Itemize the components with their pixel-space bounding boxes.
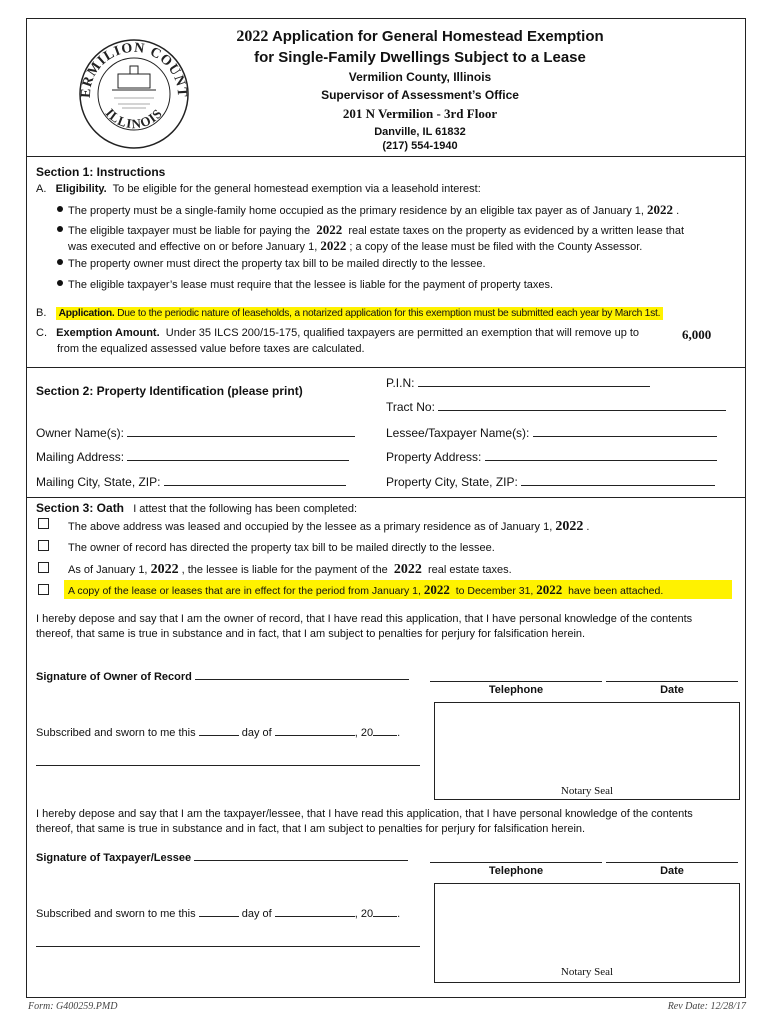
owner-name-field[interactable] — [36, 426, 355, 440]
bullet-icon — [57, 226, 63, 232]
oath-item-4-text-c: have been attached. — [568, 585, 664, 597]
header-divider — [26, 156, 746, 157]
office-address: 201 N Vermilion - 3rd Floor — [342, 106, 498, 121]
property-city-label: Property City, State, ZIP: — [386, 475, 518, 489]
bullet-icon — [57, 280, 63, 286]
lessee-sworn-month-input[interactable] — [275, 906, 355, 917]
oath-item-4-text-b: to December 31, — [455, 585, 534, 597]
bullet-1: The property must be a single-family home occupied as the primary residence by an eligible tax payer as of January 1, 2022 . — [57, 202, 679, 218]
exemption-line — [36, 327, 639, 339]
seal-bottom-text: ILLINOIS — [102, 105, 166, 132]
owner-sworn-day-input[interactable] — [199, 725, 239, 736]
county-seal — [78, 38, 190, 150]
owner-name-label: Owner Name(s): — [36, 426, 125, 440]
mailing-city-input[interactable] — [164, 475, 346, 486]
bullet-2 — [57, 222, 684, 238]
bullet-4-text: The eligible taxpayer’s lease must require that the lessee is liable for the payment of property taxes. — [68, 279, 554, 291]
owner-sworn-text-b: day of — [241, 727, 272, 739]
lessee-telephone-label: Telephone — [488, 865, 544, 877]
oath-item-3-text-a: As of January 1, — [68, 564, 148, 576]
property-city-field[interactable] — [386, 475, 715, 489]
section1-heading: Section 1: Instructions — [36, 165, 166, 179]
lessee-signature-field[interactable] — [36, 850, 408, 864]
owner-sworn-text-a: Subscribed and sworn to me this — [36, 727, 196, 739]
tract-label: Tract No: — [386, 400, 435, 414]
title-text: Application for General Homestead Exemption — [271, 28, 604, 45]
b-letter: B. — [36, 307, 47, 319]
oath-item-3-text-b: , the lessee is liable for the payment of the — [181, 564, 388, 576]
bullet-1-year: 2022 — [647, 202, 674, 217]
oath-item-1-year: 2022 — [555, 519, 584, 534]
eligibility-text: To be eligible for the general homestead exemption via a leasehold interest: — [112, 183, 481, 195]
lessee-sworn-line: Subscribed and sworn to me this day of , 20 . — [36, 908, 401, 920]
section3-header — [36, 501, 357, 515]
oath-checkbox-3[interactable] — [38, 562, 49, 573]
owner-notary-seal-label: Notary Seal — [560, 785, 614, 797]
mailing-address-label: Mailing Address: — [36, 450, 125, 464]
lessee-sworn-day-input[interactable] — [199, 906, 239, 917]
application-highlight — [56, 307, 664, 320]
bullet-2-year: 2022 — [316, 222, 343, 237]
bullet-2-year2: 2022 — [320, 238, 347, 253]
exemption-text-1: Under 35 ILCS 200/15-175, qualified taxpayers are permitted an exemption that will remove up to — [165, 327, 640, 339]
bullet-3-text: The property owner must direct the property tax bill to be mailed directly to the lessee. — [68, 258, 486, 270]
pin-input[interactable] — [418, 376, 650, 387]
bullet-2-text-a: The eligible taxpayer must be liable for paying the — [68, 225, 311, 237]
bullet-2-text-b: real estate taxes on the property as evidenced by a written lease that — [348, 225, 685, 237]
svg-text:ILLINOIS — [103, 105, 166, 131]
mailing-address-field[interactable] — [36, 450, 349, 464]
oath-checkbox-2[interactable] — [38, 540, 49, 551]
form-title-line2: for Single-Family Dwellings Subject to a Lease — [254, 49, 586, 66]
eligibility-line — [36, 183, 481, 195]
oath-item-3-text-c: real estate taxes. — [427, 564, 512, 576]
oath-item-2: The owner of record has directed the property tax bill to be mailed directly to the lessee. — [68, 542, 495, 554]
eligibility-label: Eligibility. — [55, 183, 107, 195]
bullet-1-text: The property must be a single-family home occupied as the primary residence by an eligible tax payer as of January 1, — [68, 205, 644, 217]
bullet-4 — [57, 279, 553, 291]
owner-sworn-line: Subscribed and sworn to me this day of , 20 . — [36, 727, 401, 739]
owner-signature-input[interactable] — [195, 669, 409, 680]
application-label: Application. — [58, 308, 115, 319]
oath-item-4-text-a: A copy of the lease or leases that are in effect for the period from January 1, — [68, 585, 421, 597]
lessee-name-field[interactable] — [386, 426, 717, 440]
owner-depose-line1: I hereby depose and say that I am the owner of record, that I have read this application, that I have personal knowledge of the contents — [36, 613, 693, 625]
lessee-depose-line1: I hereby depose and say that I am the taxpayer/lessee, that I have read this application, that I have personal knowledge of the contents — [36, 808, 693, 820]
oath-checkbox-4[interactable] — [38, 584, 49, 595]
property-address-label: Property Address: — [386, 450, 482, 464]
pin-field[interactable] — [386, 376, 650, 390]
office-name: Supervisor of Assessment’s Office — [321, 88, 519, 102]
oath-item-4 — [64, 580, 732, 599]
oath-item-4-year: 2022 — [423, 582, 450, 597]
oath-item-1: The above address was leased and occupied by the lessee as a primary residence as of January 1, 2022 . — [68, 519, 590, 534]
form-title-line1 — [200, 28, 640, 46]
mailing-city-field[interactable] — [36, 475, 346, 489]
application-line — [36, 307, 663, 319]
exemption-amount: 6,000 — [682, 327, 712, 342]
bullet-3 — [57, 258, 486, 270]
tract-input[interactable] — [438, 400, 726, 411]
lessee-notary-signature-line[interactable] — [36, 946, 420, 947]
bullet-icon — [57, 206, 63, 212]
oath-checkbox-1[interactable] — [38, 518, 49, 529]
lessee-telephone-input[interactable] — [430, 862, 602, 863]
lessee-name-label: Lessee/Taxpayer Name(s): — [386, 426, 530, 440]
lessee-sworn-text-c: , 20 — [354, 908, 374, 920]
lessee-depose-line2: thereof, that same is true in substance and in fact, that I am subject to penalties for perjury for falsification herein. — [36, 823, 586, 835]
section1-divider — [26, 367, 746, 368]
title-year: 2022 — [236, 28, 269, 45]
owner-date-input[interactable] — [606, 681, 738, 682]
owner-telephone-label: Telephone — [488, 684, 544, 696]
tract-field[interactable] — [386, 400, 726, 414]
section3-intro: I attest that the following has been completed: — [133, 503, 357, 515]
oath-item-3 — [68, 562, 512, 578]
owner-depose-line2: thereof, that same is true in substance and in fact, that I am subject to penalties for perjury for falsification herein. — [36, 628, 586, 640]
lessee-notary-seal-label: Notary Seal — [560, 966, 614, 978]
oath-item-3-year2: 2022 — [393, 562, 422, 577]
revision-date: Rev Date: 12/28/17 — [667, 1001, 746, 1012]
owner-telephone-input[interactable] — [430, 681, 602, 682]
a-letter: A. — [36, 183, 47, 195]
lessee-signature-input[interactable] — [194, 850, 408, 861]
owner-name-input[interactable] — [127, 426, 355, 437]
county-name: Vermilion County, Illinois — [348, 70, 492, 84]
section2-heading: Section 2: Property Identification (please print) — [36, 384, 303, 398]
owner-sworn-year-input[interactable] — [373, 725, 397, 736]
application-text: Due to the periodic nature of leaseholds, a notarized application for this exemption must be submitted each year by March 1st. — [117, 308, 661, 319]
form-number: Form: G400259.PMD — [28, 1001, 118, 1012]
bullet-icon — [57, 259, 63, 265]
bullet-2-text-c: was executed and effective on or before January 1, — [68, 241, 318, 253]
office-city: Danville, IL 61832 — [374, 126, 466, 138]
exemption-label: Exemption Amount. — [56, 327, 160, 339]
mailing-city-label: Mailing City, State, ZIP: — [36, 475, 161, 489]
mailing-address-input[interactable] — [127, 450, 349, 461]
lessee-signature-label: Signature of Taxpayer/Lessee — [36, 852, 192, 864]
owner-signature-label: Signature of Owner of Record — [36, 671, 192, 683]
owner-signature-field[interactable] — [36, 669, 409, 683]
seal-top-text: ERMILION COUNT — [78, 40, 190, 99]
exemption-text-2: from the equalized assessed value before taxes are calculated. — [57, 343, 365, 355]
bullet-2-cont — [68, 238, 642, 254]
owner-sworn-month-input[interactable] — [275, 725, 355, 736]
office-phone: (217) 554-1940 — [382, 140, 458, 152]
property-city-input[interactable] — [521, 475, 715, 486]
svg-text:VERMILION COUNTY — [78, 38, 189, 98]
c-letter: C. — [36, 327, 47, 339]
section3-heading: Section 3: Oath — [36, 501, 125, 515]
oath-item-1-text: The above address was leased and occupied by the lessee as a primary residence as of January 1, — [68, 521, 553, 533]
property-address-input[interactable] — [485, 450, 717, 461]
lessee-sworn-text-a: Subscribed and sworn to me this — [36, 908, 196, 920]
lessee-sworn-text-b: day of — [241, 908, 272, 920]
owner-notary-signature-line[interactable] — [36, 765, 420, 766]
owner-date-label: Date — [660, 684, 684, 696]
pin-label: P.I.N: — [386, 376, 415, 390]
lessee-date-label: Date — [660, 865, 684, 877]
lessee-sworn-year-input[interactable] — [373, 906, 397, 917]
property-address-field[interactable] — [386, 450, 717, 464]
oath-item-4-year2: 2022 — [536, 582, 563, 597]
lessee-date-input[interactable] — [606, 862, 738, 863]
oath-item-3-year: 2022 — [150, 562, 179, 577]
lessee-name-input[interactable] — [533, 426, 717, 437]
owner-sworn-text-c: , 20 — [354, 727, 374, 739]
bullet-2-text-d: ; a copy of the lease must be filed with the County Assessor. — [349, 241, 643, 253]
section2-divider — [26, 497, 746, 498]
